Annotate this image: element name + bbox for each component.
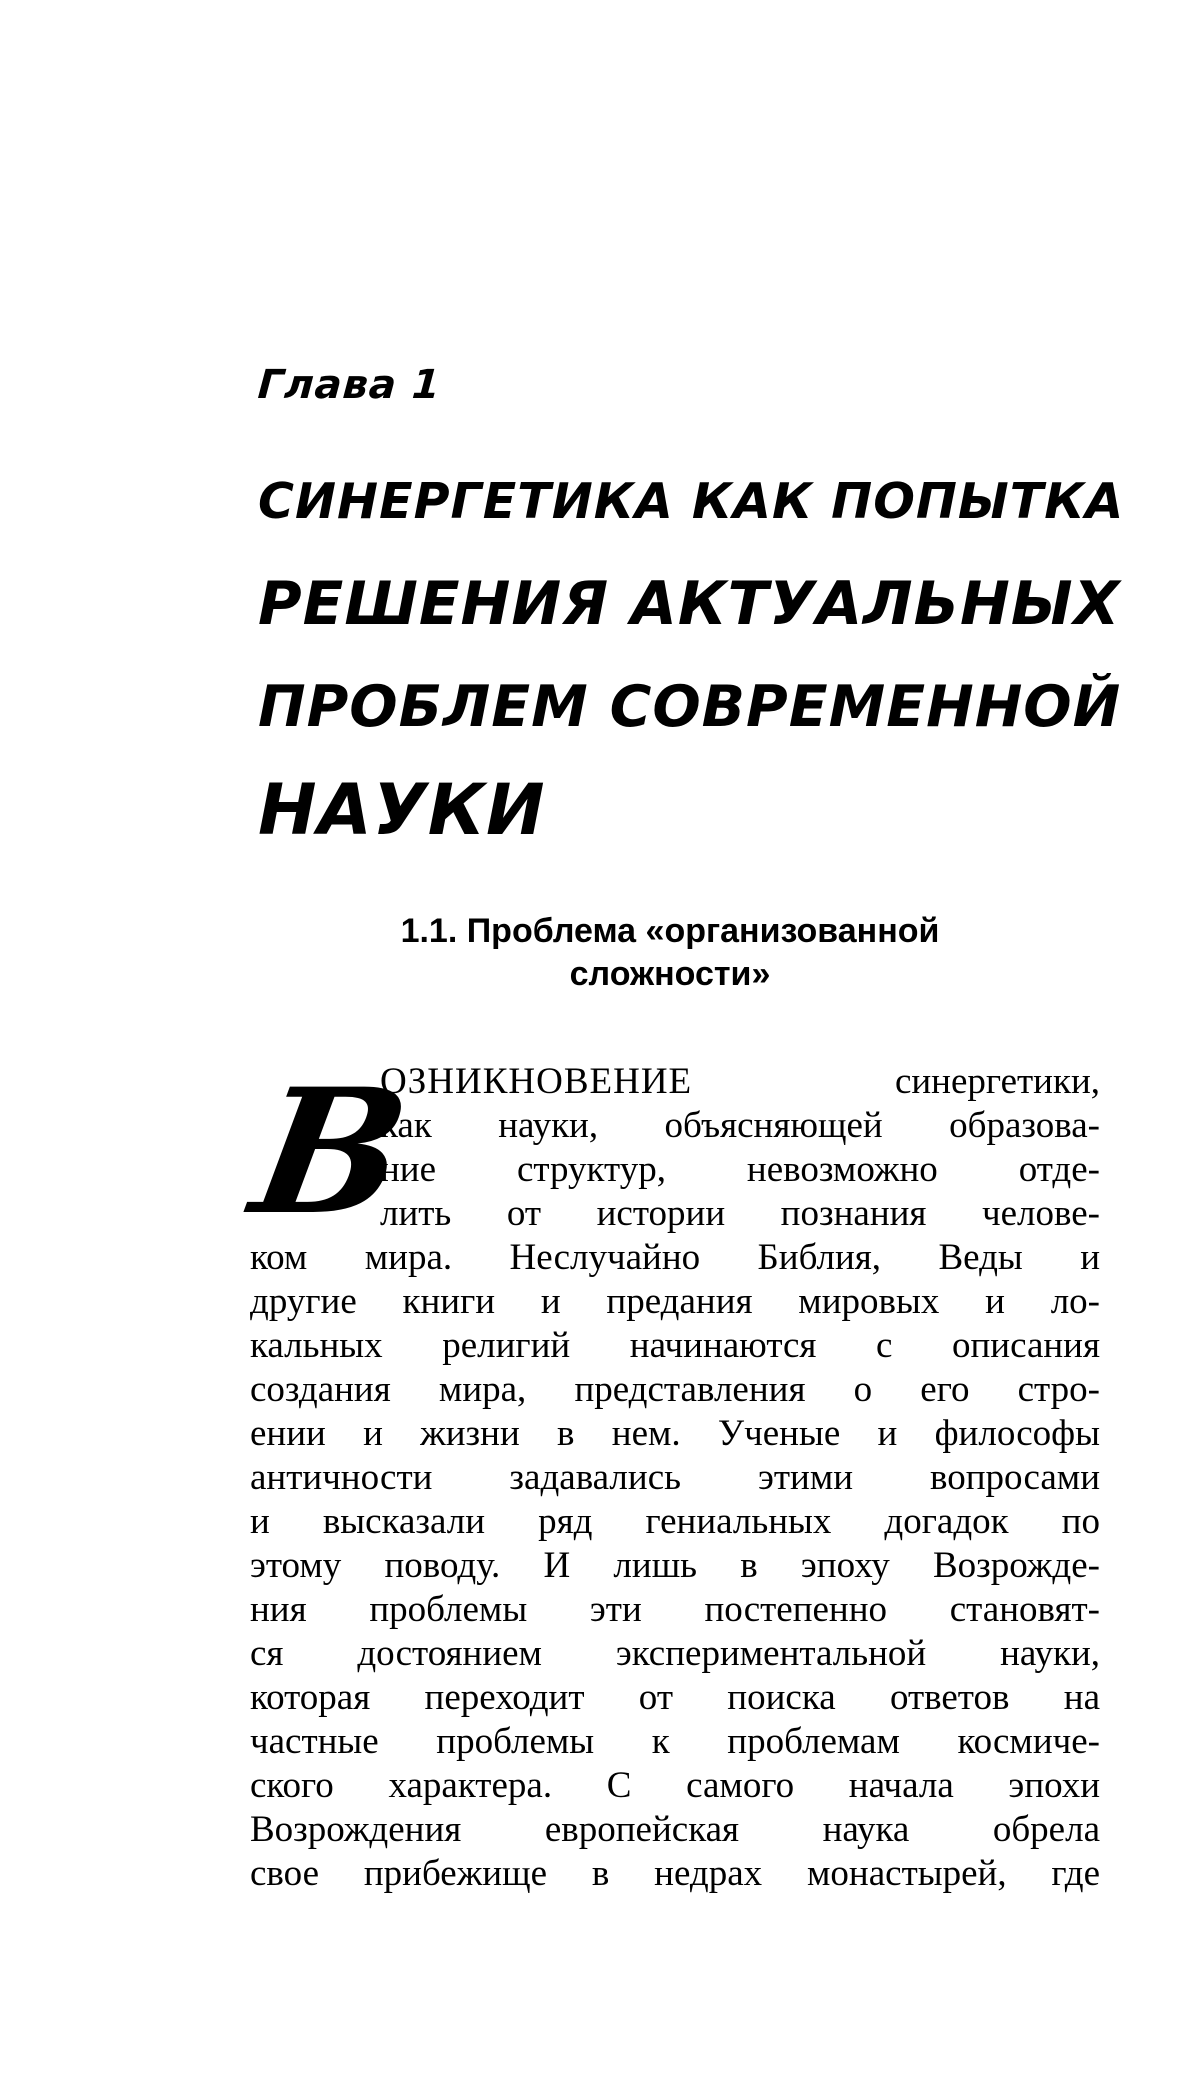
body-line-6: другие книги и предания мировых и ло- xyxy=(250,1281,1100,1322)
body-line-18: Возрождения европейская наука обрела xyxy=(250,1809,1100,1850)
body-line-15: которая переходит от поиска ответов на xyxy=(250,1677,1100,1718)
first-word: ОЗНИКНОВЕНИЕ xyxy=(380,1061,693,1102)
body-line-7: кальных религий начинаются с описания xyxy=(250,1325,1100,1366)
body-line-10: античности задавались этими вопросами xyxy=(250,1457,1100,1498)
body-line-2: как науки, объясняющей образова- xyxy=(380,1105,1100,1146)
body-line-5: ком мира. Неслучайно Библия, Веды и xyxy=(250,1237,1100,1278)
drop-cap: В xyxy=(240,1050,422,1253)
chapter-title xyxy=(258,450,1125,862)
body-line-9: ении и жизни в нем. Ученые и философы xyxy=(250,1413,1100,1454)
section-heading-line: 1.1. Проблема «организованной xyxy=(400,912,940,950)
section-heading xyxy=(310,910,1030,996)
body-line-13: ния проблемы эти постепенно становят- xyxy=(250,1589,1100,1630)
body-line-8: создания мира, представления о его стро- xyxy=(250,1369,1100,1410)
body-line-1 xyxy=(380,1062,1100,1106)
body-line-11: и высказали ряд гениальных догадок по xyxy=(250,1501,1100,1542)
chapter-title-line: РЕШЕНИЯ АКТУАЛЬНЫХ xyxy=(258,570,1121,639)
chapter-title-line: НАУКИ xyxy=(258,769,546,851)
body-line-17: ского характера. С самого начала эпохи xyxy=(250,1765,1100,1806)
body-line-3: ние структур, невозможно отде- xyxy=(380,1149,1100,1190)
body-line-4: лить от истории познания челове- xyxy=(380,1193,1100,1234)
body-line-19: свое прибежище в недрах монастырей, где xyxy=(250,1853,1100,1894)
body-line-12: этому поводу. И лишь в эпоху Возрожде- xyxy=(250,1545,1100,1586)
body-line-text: синергетики, xyxy=(692,1061,1100,1102)
body-line-14: ся достоянием экспериментальной науки, xyxy=(250,1633,1100,1674)
body-line-16: частные проблемы к проблемам космиче- xyxy=(250,1721,1100,1762)
chapter-label: Глава 1 xyxy=(256,362,443,408)
chapter-title-line: ПРОБЛЕМ СОВРЕМЕННОЙ xyxy=(258,674,1122,740)
section-heading-line: сложности» xyxy=(569,955,771,993)
chapter-title-line: СИНЕРГЕТИКА КАК ПОПЫТКА xyxy=(258,472,1125,530)
